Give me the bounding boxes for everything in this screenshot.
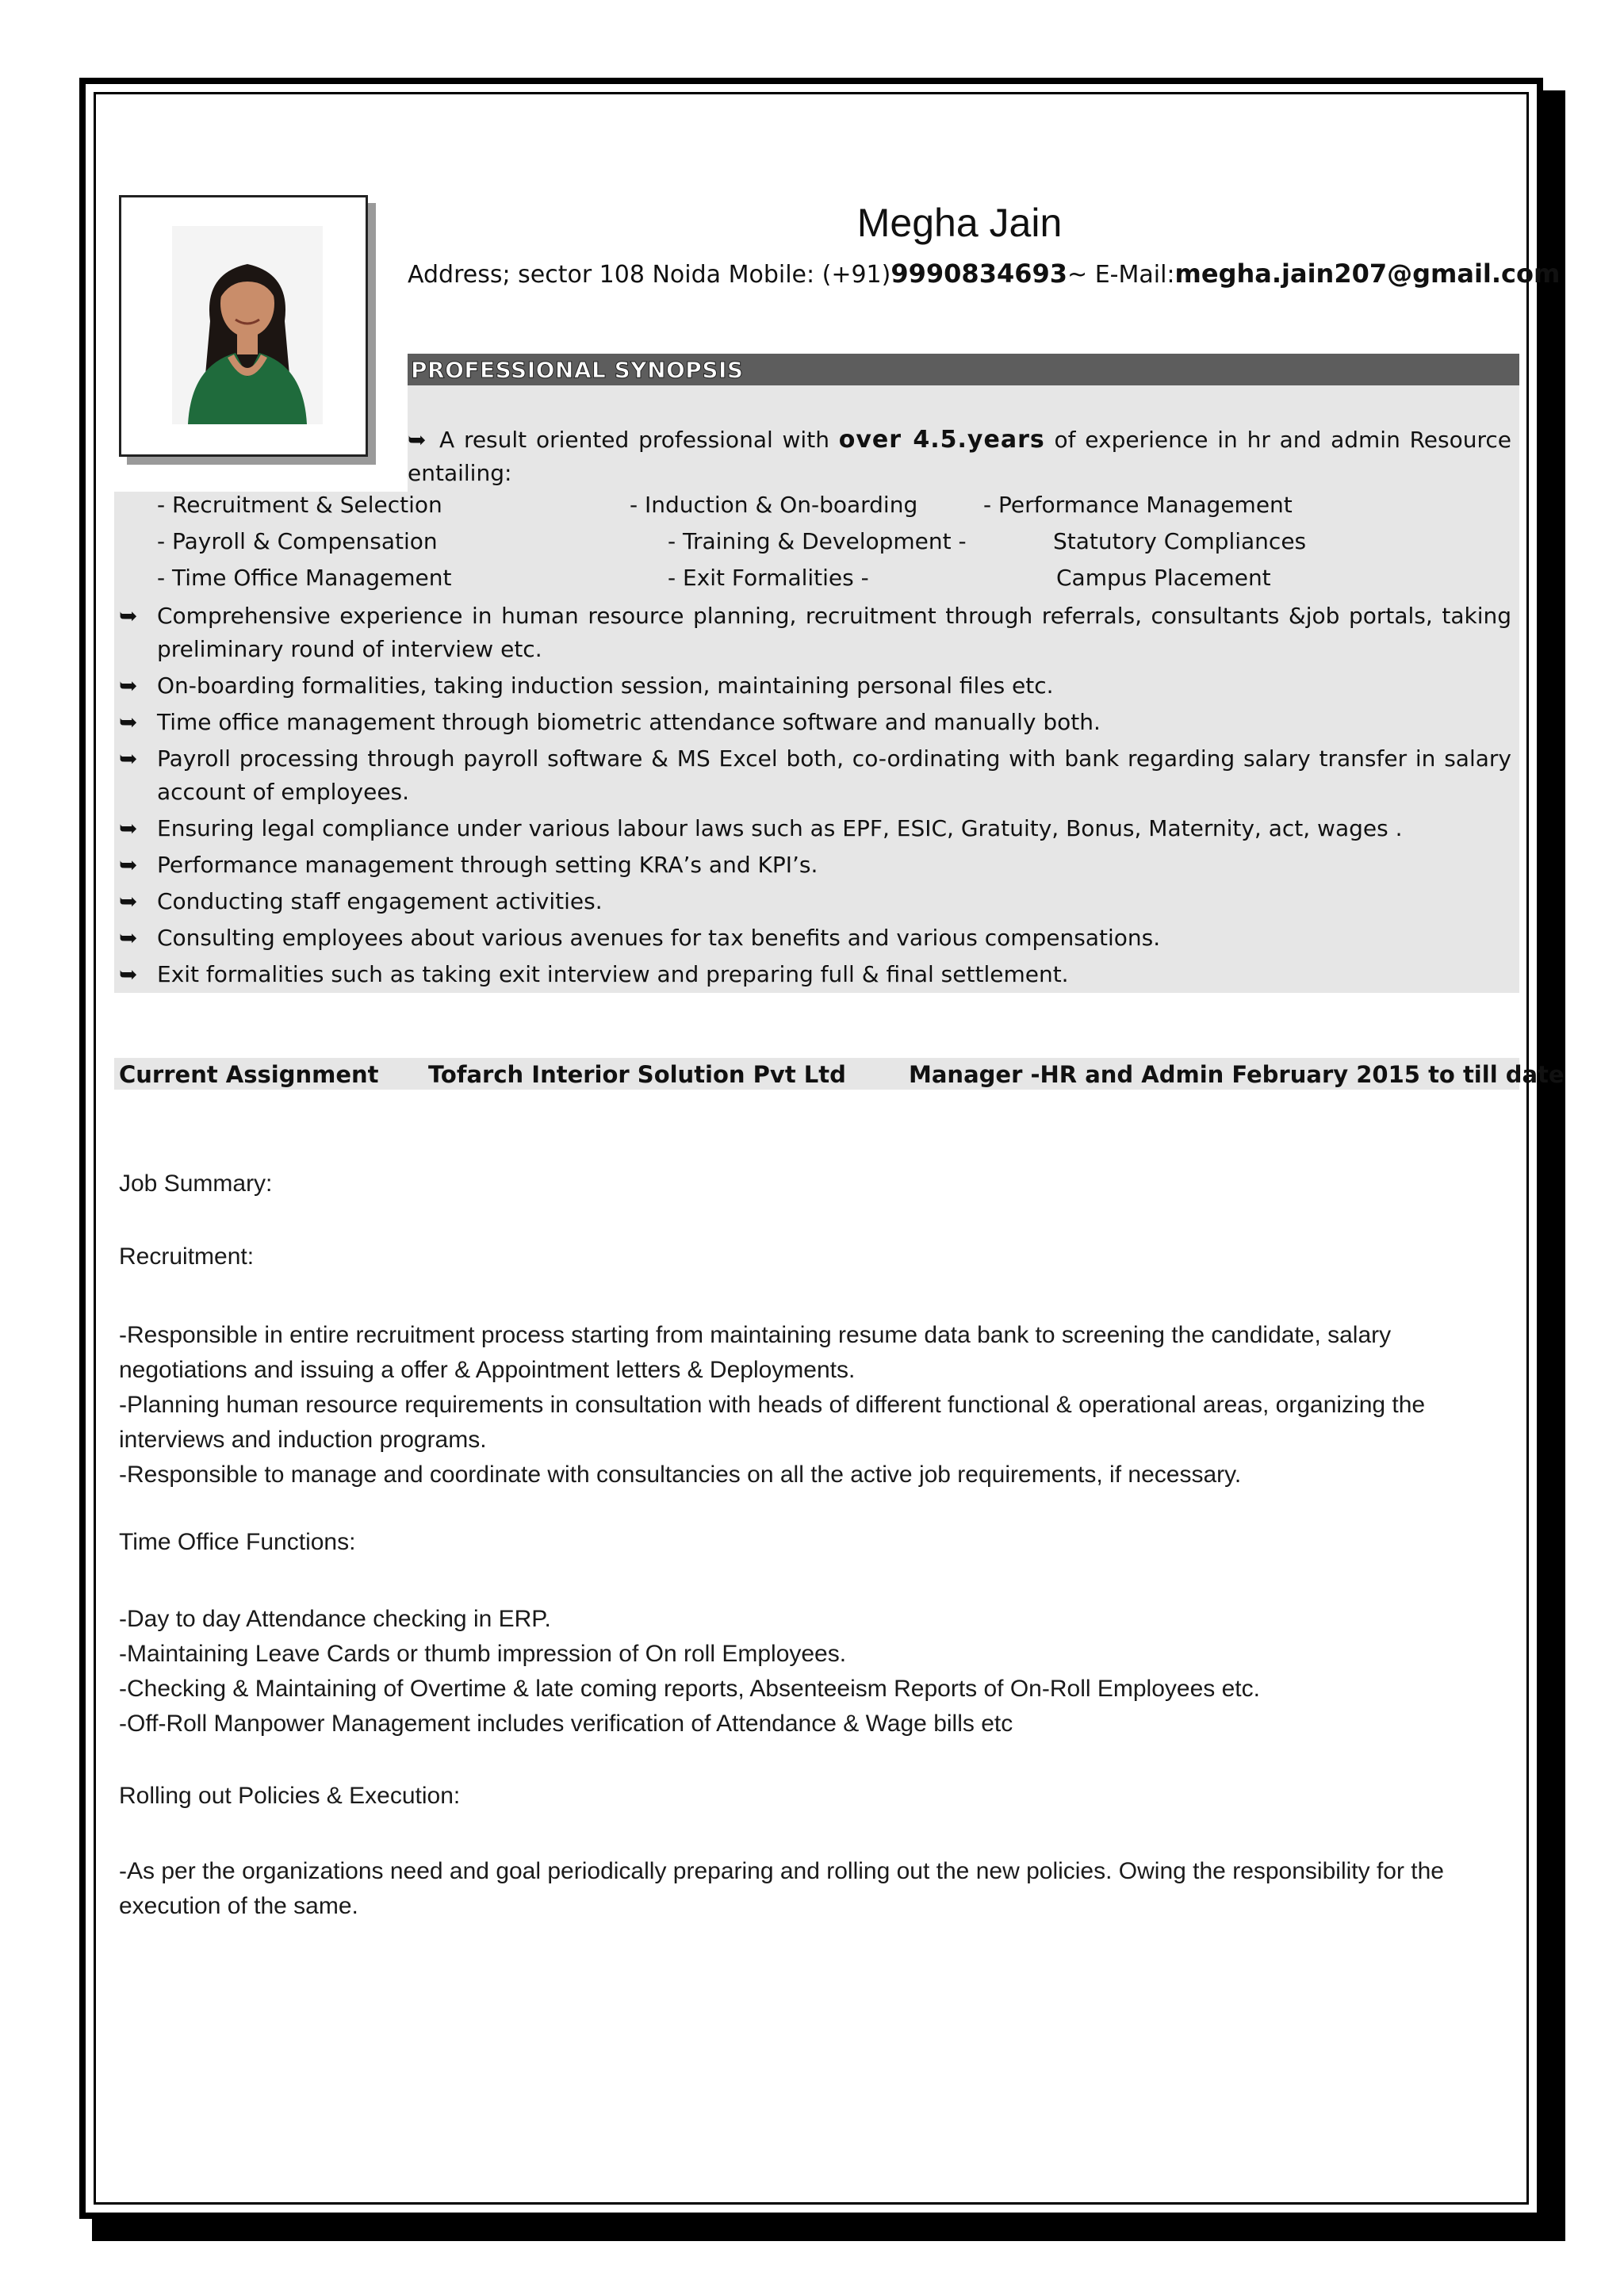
assignment-label: Current Assignment	[119, 1061, 379, 1088]
intro-after: of experience in hr and admin Resource entailing:	[408, 427, 1512, 486]
bullet-text: Performance management through setting KRA’s and KPI’s.	[157, 852, 818, 878]
list-item	[119, 958, 1511, 991]
contact-line	[408, 259, 1561, 289]
email-address: megha.jain207@gmail.com	[1174, 259, 1561, 289]
skill-item: - Time Office Management	[157, 565, 452, 591]
skill-item: - Induction & On-boarding	[630, 492, 918, 518]
list-item	[119, 812, 1511, 845]
recruitment-list	[119, 1318, 1515, 1492]
bullet-text: Payroll processing through payroll software & MS Excel both, co-ordinating with bank regarding salary transfer in salary account of employees.	[157, 745, 1511, 805]
mobile-number: 9990834693	[891, 259, 1068, 289]
policies-heading: Rolling out Policies & Execution:	[119, 1783, 461, 1809]
policies-list	[119, 1854, 1515, 1924]
bullet-text: On-boarding formalities, taking induction session, maintaining personal files etc.	[157, 672, 1054, 699]
arrow-bullet-icon: ➥	[119, 852, 138, 878]
intro-before: A result oriented professional with	[439, 427, 829, 453]
assignment-company: Tofarch Interior Solution Pvt Ltd	[428, 1061, 846, 1088]
list-item	[119, 600, 1511, 666]
skill-item: - Training & Development -	[668, 528, 967, 554]
list-item: -Responsible in entire recruitment process starting from maintaining resume data bank to screening the candidate, salary negotiations and issuing a offer & Appointment letters & Deployments.	[119, 1322, 1392, 1383]
arrow-bullet-icon: ➥	[119, 709, 138, 735]
list-item: -Responsible to manage and coordinate with consultancies on all the active job requirements, if necessary.	[119, 1462, 1242, 1488]
list-item	[119, 669, 1511, 703]
skill-item: - Recruitment & Selection	[157, 492, 442, 518]
list-item: -As per the organizations need and goal periodically preparing and rolling out the new policies. Owing the responsibility for the execution of the same.	[119, 1858, 1444, 1919]
job-summary-heading: Job Summary:	[119, 1170, 273, 1197]
bullet-text: Conducting staff engagement activities.	[157, 888, 603, 914]
arrow-bullet-icon: ➥	[119, 603, 138, 629]
skill-item: - Performance Management	[983, 492, 1293, 518]
time-office-list	[119, 1602, 1515, 1741]
synopsis-heading: PROFESSIONAL SYNOPSIS	[411, 357, 744, 383]
assignment-role: Manager -HR and Admin February 2015 to till date	[909, 1061, 1565, 1088]
list-item	[119, 885, 1511, 918]
arrow-bullet-icon: ➥	[119, 672, 138, 699]
contact-mid: ~ E-Mail:	[1067, 261, 1175, 289]
arrow-bullet-icon: ➥	[119, 925, 138, 951]
arrow-bullet-icon: ➥	[119, 961, 138, 987]
list-item	[119, 921, 1511, 955]
arrow-bullet-icon: ➥	[119, 815, 138, 841]
synopsis-heading-bar	[408, 354, 1519, 385]
skill-item: - Payroll & Compensation	[157, 528, 438, 554]
synopsis-intro	[408, 423, 1511, 490]
list-item: -Day to day Attendance checking in ERP.	[119, 1606, 551, 1632]
time-office-heading: Time Office Functions:	[119, 1529, 356, 1555]
arrow-bullet-icon: ➥	[119, 745, 138, 772]
person-portrait-icon	[172, 226, 323, 424]
intro-experience: over 4.5.years	[838, 426, 1045, 454]
list-item	[119, 849, 1511, 882]
bullet-text: Consulting employees about various avenues for tax benefits and various compensations.	[157, 925, 1161, 951]
contact-prefix: Address; sector 108 Noida Mobile: (+91)	[408, 261, 891, 289]
list-item	[119, 742, 1511, 809]
skill-item: - Exit Formalities -	[668, 565, 869, 591]
candidate-name: Megha Jain	[856, 201, 1063, 245]
bullet-text: Ensuring legal compliance under various labour laws such as EPF, ESIC, Gratuity, Bonus, Maternity, act, wages .	[157, 815, 1403, 841]
list-item: -Planning human resource requirements in consultation with heads of different functional & operational areas, organizing the interviews and induction programs.	[119, 1392, 1426, 1453]
list-item: -Off-Roll Manpower Management includes verification of Attendance & Wage bills etc	[119, 1711, 1013, 1737]
skill-item: Campus Placement	[1056, 565, 1271, 591]
arrow-bullet-icon: ➥	[408, 427, 427, 453]
arrow-bullet-icon: ➥	[119, 888, 138, 914]
list-item: -Checking & Maintaining of Overtime & late coming reports, Absenteeism Reports of On-Roll Employees etc.	[119, 1676, 1260, 1702]
list-item: -Maintaining Leave Cards or thumb impression of On roll Employees.	[119, 1641, 847, 1667]
current-assignment-bar	[114, 1058, 1565, 1090]
bullet-text: Exit formalities such as taking exit interview and preparing full & final settlement.	[157, 961, 1069, 987]
bullet-text: Comprehensive experience in human resource planning, recruitment through referrals, consultants &job portals, taking preliminary round of interview etc.	[157, 603, 1511, 662]
profile-photo	[119, 195, 368, 457]
bullet-text: Time office management through biometric attendance software and manually both.	[157, 709, 1101, 735]
list-item	[119, 706, 1511, 739]
synopsis-bullets	[119, 600, 1511, 994]
skill-item: Statutory Compliances	[1053, 528, 1307, 554]
recruitment-heading: Recruitment:	[119, 1243, 255, 1270]
